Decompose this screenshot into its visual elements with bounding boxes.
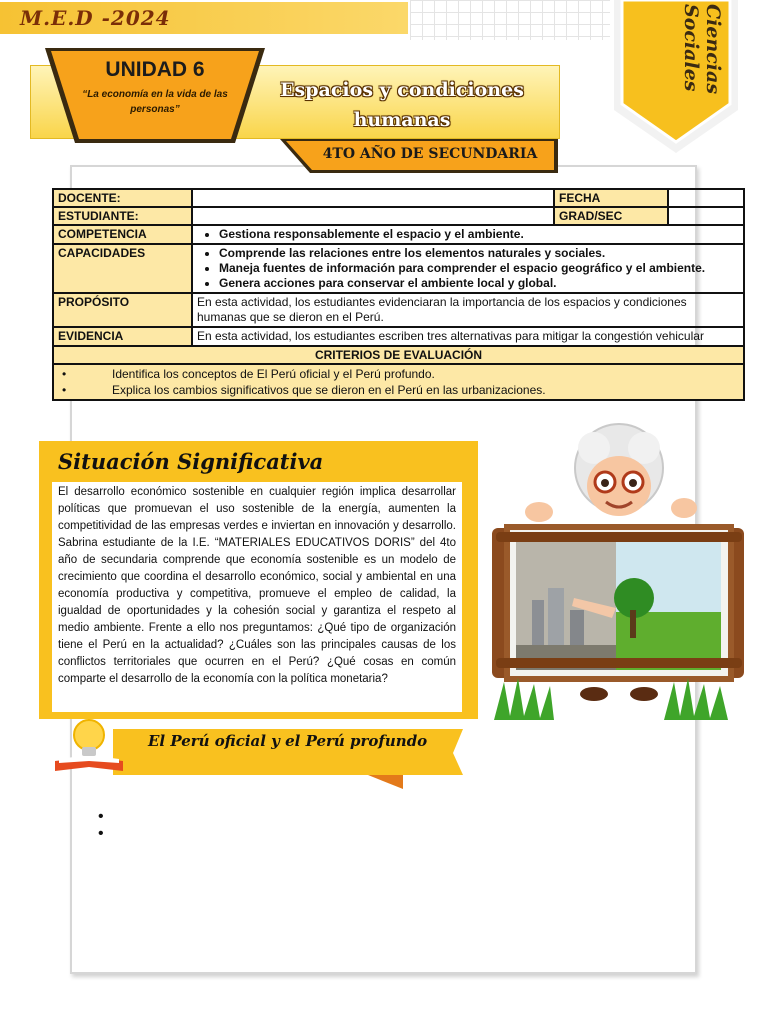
- table-row: [53, 225, 744, 244]
- unit-title: UNIDAD 6: [105, 58, 205, 81]
- criterio-item: [58, 382, 739, 398]
- fecha-field[interactable]: [668, 189, 744, 207]
- lightbulb-icon: [74, 720, 104, 756]
- bullet-icon: •: [62, 383, 67, 397]
- proposito-label: PROPÓSITO: [53, 293, 192, 327]
- criterios-list: [53, 364, 744, 400]
- table-row: [53, 327, 744, 346]
- gradsec-field[interactable]: [668, 207, 744, 225]
- capacidades-label: CAPACIDADES: [53, 244, 192, 293]
- competencia-value: [192, 225, 744, 244]
- situacion-title: Situación Significativa: [58, 449, 324, 474]
- estudiante-field[interactable]: [192, 207, 554, 225]
- table-row: [53, 346, 744, 364]
- topic-title: Espacios y condiciones humanas: [280, 79, 524, 131]
- list-item: •: [98, 808, 104, 825]
- competencia-label: COMPETENCIA: [53, 225, 192, 244]
- table-row: [53, 244, 744, 293]
- list-item: •: [98, 825, 104, 842]
- evidencia-value: En esta actividad, los estudiantes escriben tres alternativas para mitigar la congestión vehicular: [192, 327, 744, 346]
- situacion-panel: [52, 482, 462, 712]
- table-row: [53, 207, 744, 225]
- fecha-label: FECHA: [554, 189, 668, 207]
- subject-title: Ciencias Sociales: [680, 4, 724, 95]
- capacidad-item: • Maneja fuentes de información para comprender el espacio geográfico y el ambiente.: [219, 261, 739, 276]
- criterios-heading: CRITERIOS DE EVALUACIÓN: [53, 346, 744, 364]
- table-row: [53, 293, 744, 327]
- table-row: [53, 364, 744, 400]
- table-row: [53, 189, 744, 207]
- info-table: [52, 188, 745, 401]
- unit-subtitle: “La economía en la vida de las personas”: [82, 89, 228, 115]
- grade-label: 4TO AÑO DE SECUNDARIA: [322, 146, 538, 162]
- situacion-text: El desarrollo económico sostenible en cualquier región implica desarrollar políticas que promuevan el uso sostenible de la energía, aumenten la competitividad de las empresas verdes e inviertan en innovación y desarrollo. Sabrina estudiante de la I.E. “MATERIALES EDUCATIVOS DORIS” del 4to año de secundaria comprende que economía sostenible es un modelo de crecimiento que coordina el desarrollo económico, social y ambiental en una economía productiva y competitiva, promueve el empleo de calidad, la igualdad de oportunidades y la cohesión social y garantiza el respeto al medio ambiente. Frente a ello nos preguntamos: ¿Qué tipo de organización tiene el Perú en la actualidad? ¿Cuáles son las principales causas de los conflictos territoriales que ocurren en el Perú? ¿Qué cosas en común comparte el desarrollo de la economía con la política monetaria?: [58, 486, 456, 685]
- bullet-list: [98, 808, 104, 842]
- section-banner: [53, 717, 473, 795]
- docente-field[interactable]: [192, 189, 554, 207]
- criterio-item: [58, 366, 739, 382]
- proposito-value: En esta actividad, los estudiantes evidenciaran la importancia de los espacios y condiciones humanas que se dieron en el Perú.: [192, 293, 744, 327]
- grid-background: [410, 0, 610, 40]
- estudiante-label: ESTUDIANTE:: [53, 207, 192, 225]
- capacidad-item: • Comprende las relaciones entre los elementos naturales y sociales.: [219, 246, 739, 261]
- med-label: M.E.D -2024: [20, 6, 171, 30]
- grandma-illustration: [484, 420, 754, 728]
- docente-label: DOCENTE:: [53, 189, 192, 207]
- evidencia-label: EVIDENCIA: [53, 327, 192, 346]
- competencia-item: • Gestiona responsablemente el espacio y el ambiente.: [219, 227, 739, 242]
- criterio-text: Explica los cambios significativos que se dieron en el Perú en las urbanizaciones.: [112, 383, 546, 397]
- criterio-text: Identifica los conceptos de El Perú oficial y el Perú profundo.: [112, 367, 435, 381]
- bullet-icon: •: [62, 367, 67, 381]
- book-icon: [55, 755, 123, 771]
- capacidad-item: • Genera acciones para conservar el ambiente local y global.: [219, 276, 739, 291]
- capacidades-value: [192, 244, 744, 293]
- grass-icon: [494, 678, 728, 720]
- gradsec-label: GRAD/SEC: [554, 207, 668, 225]
- section-title: El Perú oficial y el Perú profundo: [148, 732, 428, 750]
